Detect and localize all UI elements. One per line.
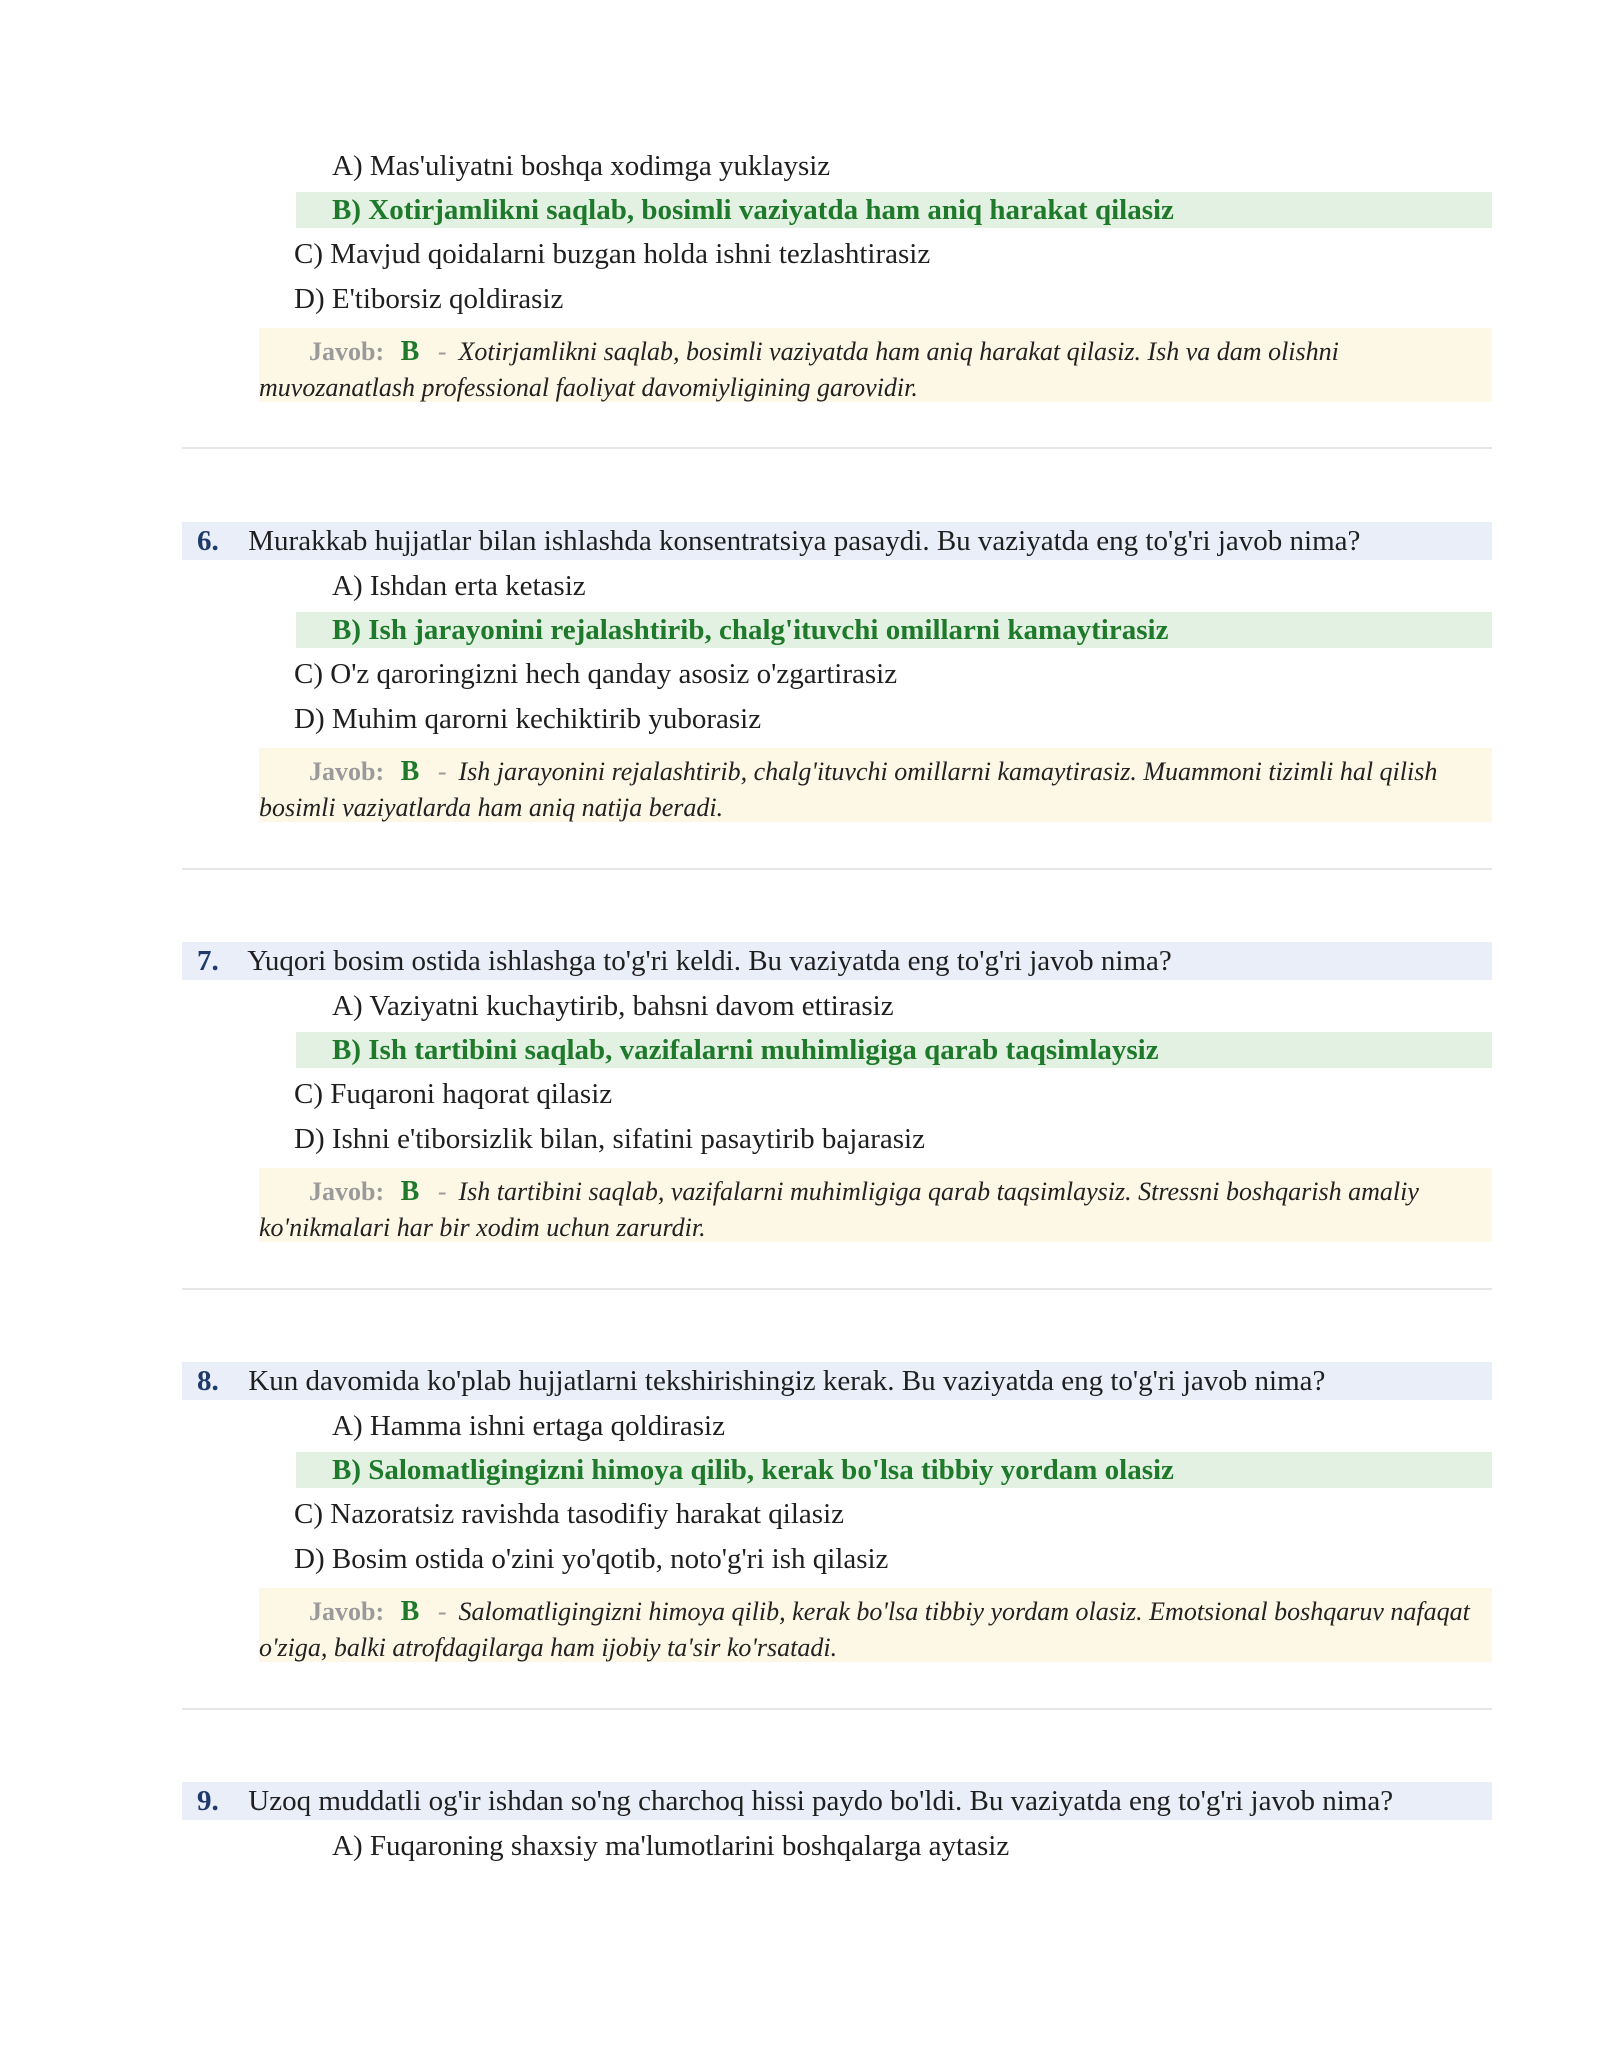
- answer-letter: B: [400, 1176, 420, 1207]
- question-header: [182, 942, 1492, 980]
- option-c: C) O'z qaroringizni hech qanday asosiz o'zgartirasiz: [294, 658, 898, 690]
- question-text: Kun davomida ko'plab hujjatlarni tekshirishingiz kerak. Bu vaziyatda eng to'g'ri javob nima?: [248, 1365, 1326, 1397]
- answer-label: Javob:: [309, 1597, 385, 1626]
- answer-label: Javob:: [309, 337, 385, 366]
- option-d: D) Muhim qarorni kechiktirib yuborasiz: [294, 703, 762, 735]
- option-a: A) Vaziyatni kuchaytirib, bahsni davom ettirasiz: [332, 990, 894, 1022]
- answer-box: [259, 328, 1492, 402]
- divider: [182, 1288, 1492, 1290]
- option-b-correct: B) Xotirjamlikni saqlab, bosimli vaziyatda ham aniq harakat qilasiz: [296, 192, 1492, 228]
- option-c: C) Mavjud qoidalarni buzgan holda ishni tezlashtirasiz: [294, 238, 931, 270]
- divider: [182, 868, 1492, 870]
- answer-letter: B: [400, 756, 420, 787]
- question-text: Uzoq muddatli og'ir ishdan so'ng charchoq hissi paydo bo'ldi. Bu vaziyatda eng to'g'ri javob nima?: [248, 1785, 1394, 1817]
- answer-explanation: Ish tartibini saqlab, vazifalarni muhimligiga qarab taqsimlaysiz. Stressni boshqarish amaliy ko'nikmalari har bir xodim uchun zarurdir.: [259, 1177, 1419, 1242]
- divider: [182, 1708, 1492, 1710]
- option-a: A) Hamma ishni ertaga qoldirasiz: [332, 1410, 725, 1442]
- answer-explanation: Xotirjamlikni saqlab, bosimli vaziyatda ham aniq harakat qilasiz. Ish va dam olishni muvozanatlash professional faoliyat davomiyligining garovidir.: [259, 337, 1339, 402]
- option-b-correct: B) Ish tartibini saqlab, vazifalarni muhimligiga qarab taqsimlaysiz: [296, 1032, 1492, 1068]
- answer-explanation: Salomatligingizni himoya qilib, kerak bo'lsa tibbiy yordam olasiz. Emotsional boshqaruv nafaqat o'ziga, balki atrofdagilarga ham ijobiy ta'sir ko'rsatadi.: [259, 1597, 1470, 1662]
- answer-label: Javob:: [309, 757, 385, 786]
- question-number: 9.: [197, 1785, 219, 1817]
- answer-explanation: Ish jarayonini rejalashtirib, chalg'ituvchi omillarni kamaytirasiz. Muammoni tizimli hal qilish bosimli vaziyatlarda ham aniq natija beradi.: [259, 757, 1438, 822]
- question-text: Yuqori bosim ostida ishlashga to'g'ri keldi. Bu vaziyatda eng to'g'ri javob nima?: [247, 945, 1172, 977]
- answer-letter: B: [400, 336, 420, 367]
- question-number: 8.: [197, 1365, 219, 1397]
- option-c: C) Nazoratsiz ravishda tasodifiy harakat qilasiz: [294, 1498, 844, 1530]
- option-c: C) Fuqaroni haqorat qilasiz: [294, 1078, 613, 1110]
- answer-dash: -: [437, 1597, 447, 1626]
- option-a: A) Mas'uliyatni boshqa xodimga yuklaysiz: [332, 150, 831, 182]
- option-a: A) Fuqaroning shaxsiy ma'lumotlarini boshqalarga aytasiz: [332, 1830, 1010, 1862]
- answer-box: [259, 1168, 1492, 1242]
- option-b-correct: B) Salomatligingizni himoya qilib, kerak bo'lsa tibbiy yordam olasiz: [296, 1452, 1492, 1488]
- question-header: [182, 522, 1492, 560]
- answer-dash: -: [437, 1177, 447, 1206]
- option-a: A) Ishdan erta ketasiz: [332, 570, 586, 602]
- option-d: D) Bosim ostida o'zini yo'qotib, noto'g'ri ish qilasiz: [294, 1543, 889, 1575]
- question-header: [182, 1782, 1492, 1820]
- answer-dash: -: [437, 757, 447, 786]
- answer-letter: B: [400, 1596, 420, 1627]
- answer-dash: -: [437, 337, 447, 366]
- option-b-correct: B) Ish jarayonini rejalashtirib, chalg'ituvchi omillarni kamaytirasiz: [296, 612, 1492, 648]
- question-text: Murakkab hujjatlar bilan ishlashda konsentratsiya pasaydi. Bu vaziyatda eng to'g'ri javob nima?: [248, 525, 1361, 557]
- divider: [182, 447, 1492, 449]
- option-d: D) Ishni e'tiborsizlik bilan, sifatini pasaytirib bajarasiz: [294, 1123, 925, 1155]
- question-number: 7.: [197, 945, 219, 977]
- answer-label: Javob:: [309, 1177, 385, 1206]
- question-number: 6.: [197, 525, 219, 557]
- answer-box: [259, 1588, 1492, 1662]
- option-d: D) E'tiborsiz qoldirasiz: [294, 283, 564, 315]
- question-header: [182, 1362, 1492, 1400]
- answer-box: [259, 748, 1492, 822]
